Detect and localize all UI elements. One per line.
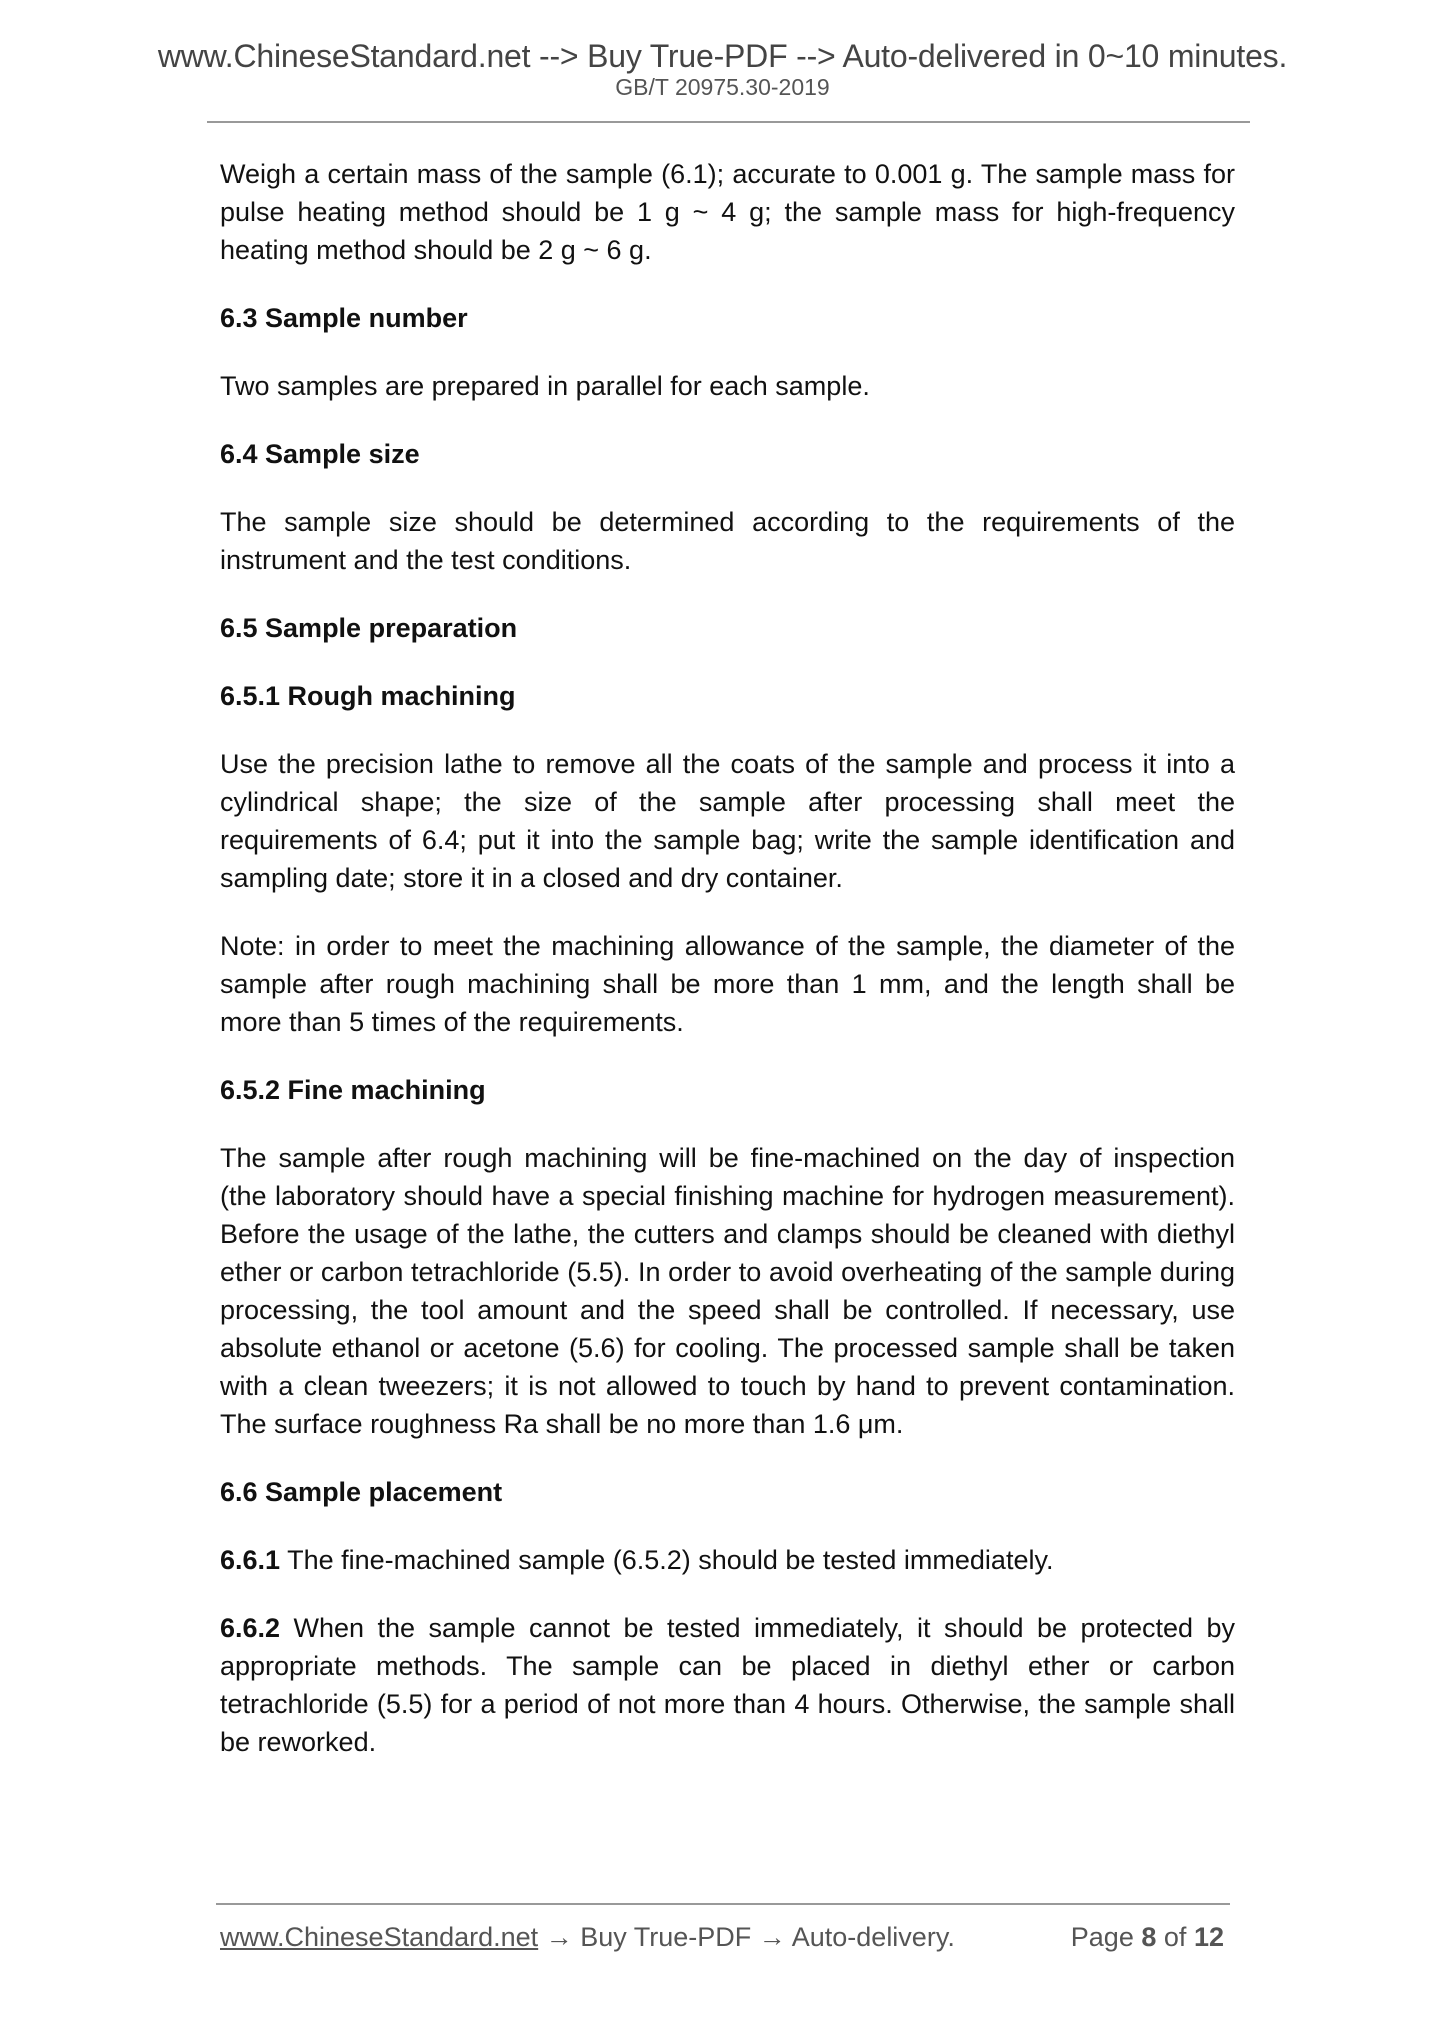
section-heading: 6.4 Sample size [220, 439, 420, 469]
paragraph: Two samples are prepared in parallel for each sample. [220, 371, 870, 401]
of-label: of [1163, 1922, 1187, 1952]
paragraph: The sample after rough machining will be fine-machined on the day of inspection (the laboratory should have a special finishing machine for hydrogen measurement). Before the usage of the lathe, the cutters and clamps should be cleaned with diethyl ether or carbon tetrachloride (5.5). In order to avoid overheating of the sample during processing, the tool amount and the speed shall be controlled. If necessary, use absolute ethanol or acetone (5.6) for cooling. The processed sample shall be taken with a clean tweezers; it is not allowed to touch by hand to prevent contamination. The surface roughness Ra shall be no more than 1.6 μm. [220, 1143, 1235, 1439]
section-heading: 6.5.2 Fine machining [220, 1075, 486, 1105]
standard-number: GB/T 20975.30-2019 [615, 74, 830, 100]
page-label: Page [1070, 1922, 1134, 1952]
footer-link[interactable]: www.ChineseStandard.net [220, 1922, 539, 1952]
clause-text: When the sample cannot be tested immediately, it should be protected by appropriate methods. The sample can be placed in diethyl ether or carbon tetrachloride (5.5) for a period of not more than 4 hours. Otherwise, the sample shall be reworked. [220, 1613, 1235, 1757]
footer [220, 1922, 1230, 1953]
footer-left [220, 1922, 955, 1953]
page-total: 12 [1193, 1922, 1224, 1952]
page-current: 8 [1141, 1922, 1157, 1952]
footer-text: → Buy True-PDF → Auto-delivery. [538, 1922, 955, 1952]
section-heading: 6.5.1 Rough machining [220, 681, 516, 711]
section-heading: 6.5 Sample preparation [220, 613, 518, 643]
document-body [220, 155, 1235, 1791]
section-heading: 6.3 Sample number [220, 303, 468, 333]
clause-text: The fine-machined sample (6.5.2) should be tested immediately. [280, 1545, 1054, 1575]
paragraph: Weigh a certain mass of the sample (6.1); accurate to 0.001 g. The sample mass for pulse heating method should be 1 g ~ 4 g; the sample mass for high-frequency heating method should be 2 g ~ 6 g. [220, 159, 1235, 265]
header-divider [207, 121, 1250, 123]
paragraph [220, 1609, 1235, 1761]
clause-number: 6.6.1 [220, 1545, 281, 1575]
page-indicator [1071, 1922, 1230, 1953]
paragraph: Use the precision lathe to remove all the coats of the sample and process it into a cylindrical shape; the size of the sample after processing shall meet the requirements of 6.4; put it into the sample bag; write the sample identification and sampling date; store it in a closed and dry container. [220, 749, 1235, 893]
paragraph: The sample size should be determined according to the requirements of the instrument and the test conditions. [220, 507, 1235, 575]
paragraph [220, 1541, 1235, 1579]
footer-divider [216, 1903, 1230, 1905]
clause-number: 6.6.2 [220, 1613, 281, 1643]
header-banner: www.ChineseStandard.net --> Buy True-PDF --> Auto-delivered in 0~10 minutes. [157, 38, 1288, 74]
note: Note: in order to meet the machining allowance of the sample, the diameter of the sample after rough machining shall be more than 1 mm, and the length shall be more than 5 times of the requirements. [220, 931, 1235, 1037]
section-heading: 6.6 Sample placement [220, 1477, 503, 1507]
